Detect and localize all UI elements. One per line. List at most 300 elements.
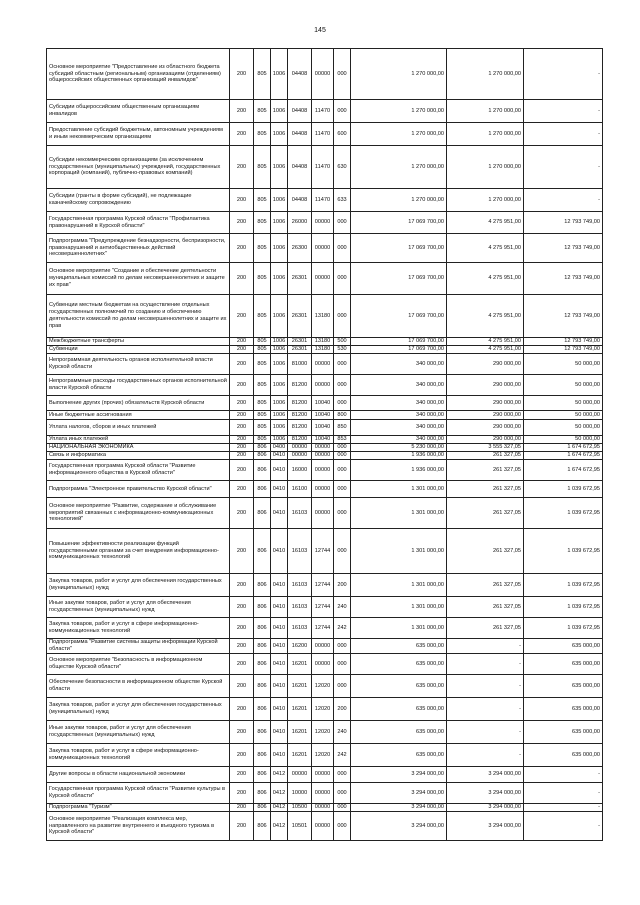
grbs-code: 200 [230, 100, 254, 123]
amount-remaining: - [524, 767, 603, 783]
grbs-code: 200 [230, 804, 254, 812]
item-name: Обеспечение безопасности в информационном обществе Курской области [47, 675, 230, 698]
direction-code: 00000 [312, 49, 334, 100]
amount-executed: 290 000,00 [447, 436, 524, 444]
grbs-code: 200 [230, 444, 254, 452]
ved-code: 806 [254, 529, 271, 574]
amount-total: 635 000,00 [351, 675, 447, 698]
ved-code: 805 [254, 354, 271, 375]
amount-remaining: 50 000,00 [524, 436, 603, 444]
ved-code: 806 [254, 804, 271, 812]
ved-code: 805 [254, 295, 271, 338]
ved-code: 806 [254, 574, 271, 597]
page-number: 145 [314, 27, 326, 34]
direction-code: 00000 [312, 783, 334, 804]
ved-code: 805 [254, 49, 271, 100]
expense-type-code: 000 [334, 481, 351, 498]
direction-code: 00000 [312, 444, 334, 452]
table-row [47, 396, 603, 411]
amount-total: 17 069 700,00 [351, 346, 447, 354]
amount-total: 3 294 000,00 [351, 804, 447, 812]
amount-executed: 290 000,00 [447, 396, 524, 411]
program-code: 16201 [288, 675, 312, 698]
program-code: 10000 [288, 783, 312, 804]
amount-remaining: 1 674 672,95 [524, 452, 603, 460]
expense-type-code: 000 [334, 812, 351, 841]
item-name: Субвенции местным бюджетам на осуществление отдельных государственных полномочий по созданию и обеспечению деятельности комиссий по делам несовершеннолетних и защите их прав [47, 295, 230, 338]
amount-total: 5 230 000,00 [351, 444, 447, 452]
amount-total: 1 270 000,00 [351, 189, 447, 212]
ved-code: 806 [254, 452, 271, 460]
section-code: 1006 [271, 100, 288, 123]
amount-total: 1 301 000,00 [351, 481, 447, 498]
grbs-code: 200 [230, 295, 254, 338]
program-code: 16103 [288, 574, 312, 597]
item-name: Подпрограмма "Туризм" [47, 804, 230, 812]
amount-total: 340 000,00 [351, 411, 447, 420]
direction-code: 13180 [312, 346, 334, 354]
amount-remaining: 50 000,00 [524, 420, 603, 436]
program-code: 16103 [288, 529, 312, 574]
ved-code: 806 [254, 654, 271, 675]
amount-remaining: 50 000,00 [524, 396, 603, 411]
section-code: 0412 [271, 804, 288, 812]
expense-type-code: 000 [334, 639, 351, 654]
expense-type-code: 853 [334, 436, 351, 444]
grbs-code: 200 [230, 812, 254, 841]
item-name: Подпрограмма "Предупреждение безнадзорности, беспризорности, правонарушений и антиобщественных действий несовершеннолетних" [47, 234, 230, 263]
direction-code: 10040 [312, 420, 334, 436]
program-code: 16103 [288, 597, 312, 618]
table-row [47, 812, 603, 841]
grbs-code: 200 [230, 338, 254, 346]
amount-executed: 261 327,05 [447, 618, 524, 639]
grbs-code: 200 [230, 436, 254, 444]
amount-total: 3 294 000,00 [351, 812, 447, 841]
item-name: Межбюджетные трансферты [47, 338, 230, 346]
amount-remaining: 635 000,00 [524, 675, 603, 698]
grbs-code: 200 [230, 654, 254, 675]
amount-executed: 261 327,05 [447, 597, 524, 618]
item-name: Субсидии общероссийским общественным организациям инвалидов [47, 100, 230, 123]
program-code: 16103 [288, 618, 312, 639]
expense-type-code: 242 [334, 744, 351, 767]
section-code: 0410 [271, 618, 288, 639]
expense-type-code: 200 [334, 574, 351, 597]
item-name: Государственная программа Курской области "Развитие культуры в Курской области" [47, 783, 230, 804]
ved-code: 805 [254, 123, 271, 146]
amount-executed: 1 270 000,00 [447, 146, 524, 189]
direction-code: 12020 [312, 675, 334, 698]
amount-executed: - [447, 639, 524, 654]
table-row [47, 767, 603, 783]
expense-type-code: 000 [334, 675, 351, 698]
section-code: 0410 [271, 721, 288, 744]
ved-code: 805 [254, 100, 271, 123]
grbs-code: 200 [230, 375, 254, 396]
grbs-code: 200 [230, 574, 254, 597]
direction-code: 13180 [312, 338, 334, 346]
table-row [47, 354, 603, 375]
section-code: 1006 [271, 411, 288, 420]
expense-type-code: 000 [334, 767, 351, 783]
amount-remaining: - [524, 146, 603, 189]
amount-executed: 3 294 000,00 [447, 812, 524, 841]
program-code: 00000 [288, 452, 312, 460]
amount-remaining: 12 793 749,00 [524, 212, 603, 234]
section-code: 1006 [271, 396, 288, 411]
expense-type-code: 000 [334, 529, 351, 574]
grbs-code: 200 [230, 234, 254, 263]
program-code: 26301 [288, 346, 312, 354]
direction-code: 12744 [312, 618, 334, 639]
amount-total: 17 069 700,00 [351, 295, 447, 338]
direction-code: 00000 [312, 812, 334, 841]
amount-remaining: - [524, 123, 603, 146]
amount-executed: - [447, 698, 524, 721]
direction-code: 00000 [312, 804, 334, 812]
direction-code: 10040 [312, 411, 334, 420]
direction-code: 12744 [312, 597, 334, 618]
item-name: Непрограммная деятельность органов исполнительной власти Курской области [47, 354, 230, 375]
grbs-code: 200 [230, 597, 254, 618]
amount-total: 1 301 000,00 [351, 597, 447, 618]
direction-code: 00000 [312, 767, 334, 783]
expense-type-code: 000 [334, 263, 351, 295]
grbs-code: 200 [230, 767, 254, 783]
amount-executed: 290 000,00 [447, 411, 524, 420]
amount-executed: 261 327,05 [447, 460, 524, 481]
ved-code: 806 [254, 460, 271, 481]
expense-type-code: 800 [334, 411, 351, 420]
amount-remaining: 50 000,00 [524, 375, 603, 396]
table-row [47, 444, 603, 452]
amount-executed: 261 327,05 [447, 498, 524, 529]
item-name: Основное мероприятие "Реализация комплекса мер, направленного на развитие внутреннего и въездного туризма в Курской области" [47, 812, 230, 841]
amount-remaining: - [524, 804, 603, 812]
grbs-code: 200 [230, 618, 254, 639]
amount-remaining: 50 000,00 [524, 411, 603, 420]
item-name: Повышение эффективности реализации функций государственными органами за счет внедрения информационно-коммуникационных технологий [47, 529, 230, 574]
amount-executed: 3 294 000,00 [447, 783, 524, 804]
section-code: 1006 [271, 234, 288, 263]
amount-executed: 261 327,05 [447, 481, 524, 498]
section-code: 1006 [271, 420, 288, 436]
grbs-code: 200 [230, 498, 254, 529]
amount-remaining: - [524, 812, 603, 841]
section-code: 1006 [271, 212, 288, 234]
table-row [47, 597, 603, 618]
direction-code: 13180 [312, 295, 334, 338]
amount-remaining: 635 000,00 [524, 639, 603, 654]
amount-executed: 1 270 000,00 [447, 189, 524, 212]
amount-total: 635 000,00 [351, 698, 447, 721]
ved-code: 806 [254, 481, 271, 498]
table-row [47, 436, 603, 444]
amount-executed: 4 275 951,00 [447, 234, 524, 263]
direction-code: 00000 [312, 481, 334, 498]
program-code: 81200 [288, 436, 312, 444]
amount-remaining: 50 000,00 [524, 354, 603, 375]
ved-code: 806 [254, 698, 271, 721]
program-code: 16100 [288, 481, 312, 498]
amount-remaining: 12 793 749,00 [524, 338, 603, 346]
amount-executed: - [447, 675, 524, 698]
table-row [47, 420, 603, 436]
program-code: 00000 [288, 444, 312, 452]
amount-executed: 261 327,05 [447, 574, 524, 597]
expense-type-code: 240 [334, 597, 351, 618]
section-code: 0410 [271, 698, 288, 721]
direction-code: 12744 [312, 574, 334, 597]
section-code: 1006 [271, 123, 288, 146]
table-row [47, 295, 603, 338]
amount-total: 17 069 700,00 [351, 234, 447, 263]
section-code: 0410 [271, 574, 288, 597]
grbs-code: 200 [230, 529, 254, 574]
amount-remaining: 1 674 672,95 [524, 460, 603, 481]
amount-total: 340 000,00 [351, 436, 447, 444]
program-code: 04408 [288, 100, 312, 123]
amount-total: 340 000,00 [351, 354, 447, 375]
ved-code: 806 [254, 444, 271, 452]
section-code: 1006 [271, 263, 288, 295]
expense-type-code: 240 [334, 721, 351, 744]
grbs-code: 200 [230, 721, 254, 744]
section-code: 0410 [271, 498, 288, 529]
program-code: 81200 [288, 420, 312, 436]
table-row [47, 529, 603, 574]
table-row [47, 698, 603, 721]
amount-executed: 4 275 951,00 [447, 212, 524, 234]
program-code: 00000 [288, 767, 312, 783]
amount-total: 1 301 000,00 [351, 574, 447, 597]
grbs-code: 200 [230, 411, 254, 420]
amount-executed: 3 555 327,05 [447, 444, 524, 452]
amount-total: 340 000,00 [351, 375, 447, 396]
expense-type-code: 000 [334, 444, 351, 452]
amount-total: 1 301 000,00 [351, 529, 447, 574]
amount-remaining: 1 039 672,95 [524, 597, 603, 618]
amount-executed: - [447, 654, 524, 675]
grbs-code: 200 [230, 783, 254, 804]
item-name: Другие вопросы в области национальной экономики [47, 767, 230, 783]
program-code: 16201 [288, 654, 312, 675]
amount-remaining: 12 793 749,00 [524, 295, 603, 338]
section-code: 0410 [271, 675, 288, 698]
table-row [47, 49, 603, 100]
expense-type-code: 000 [334, 804, 351, 812]
ved-code: 805 [254, 436, 271, 444]
grbs-code: 200 [230, 698, 254, 721]
amount-total: 1 270 000,00 [351, 123, 447, 146]
grbs-code: 200 [230, 123, 254, 146]
amount-total: 17 069 700,00 [351, 338, 447, 346]
amount-total: 3 294 000,00 [351, 767, 447, 783]
amount-total: 3 294 000,00 [351, 783, 447, 804]
table-row [47, 338, 603, 346]
amount-executed: 1 270 000,00 [447, 123, 524, 146]
ved-code: 805 [254, 189, 271, 212]
ved-code: 806 [254, 744, 271, 767]
section-code: 0410 [271, 481, 288, 498]
item-name: Закупка товаров, работ и услуг для обеспечения государственных (муниципальных) нужд [47, 698, 230, 721]
amount-remaining: 1 039 672,95 [524, 529, 603, 574]
amount-total: 1 270 000,00 [351, 49, 447, 100]
table-row [47, 346, 603, 354]
program-code: 10501 [288, 812, 312, 841]
ved-code: 805 [254, 411, 271, 420]
amount-remaining: - [524, 100, 603, 123]
ved-code: 805 [254, 234, 271, 263]
amount-executed: 3 294 000,00 [447, 767, 524, 783]
expense-type-code: 000 [334, 212, 351, 234]
item-name: Основное мероприятие "Создание и обеспечение деятельности муниципальных комиссий по делам несовершеннолетних и защите их прав" [47, 263, 230, 295]
expense-type-code: 000 [334, 354, 351, 375]
grbs-code: 200 [230, 49, 254, 100]
amount-total: 635 000,00 [351, 654, 447, 675]
amount-remaining: - [524, 49, 603, 100]
table-row [47, 189, 603, 212]
amount-remaining: 1 039 672,95 [524, 618, 603, 639]
amount-executed: 4 275 951,00 [447, 338, 524, 346]
program-code: 81200 [288, 411, 312, 420]
amount-remaining: 1 674 672,95 [524, 444, 603, 452]
section-code: 1006 [271, 146, 288, 189]
ved-code: 806 [254, 618, 271, 639]
amount-executed: 261 327,05 [447, 529, 524, 574]
direction-code: 00000 [312, 639, 334, 654]
expense-type-code: 200 [334, 698, 351, 721]
table-row [47, 675, 603, 698]
expense-type-code: 850 [334, 420, 351, 436]
direction-code: 12020 [312, 721, 334, 744]
program-code: 10500 [288, 804, 312, 812]
section-code: 0410 [271, 639, 288, 654]
direction-code: 00000 [312, 375, 334, 396]
expense-type-code: 000 [334, 452, 351, 460]
item-name: Основное мероприятие "Развитие, содержание и обслуживание мероприятий связанных с информационно-коммуникационных технологией" [47, 498, 230, 529]
program-code: 04408 [288, 189, 312, 212]
direction-code: 10040 [312, 436, 334, 444]
program-code: 26300 [288, 234, 312, 263]
expense-type-code: 000 [334, 49, 351, 100]
amount-remaining: - [524, 783, 603, 804]
ved-code: 805 [254, 346, 271, 354]
ved-code: 805 [254, 212, 271, 234]
amount-executed: 290 000,00 [447, 420, 524, 436]
item-name: Субсидии некоммерческим организациям (за исключением государственных (муниципальных) учреждений, государственных корпораций (компаний), публично-правовых компаний) [47, 146, 230, 189]
amount-executed: 290 000,00 [447, 375, 524, 396]
table-row [47, 411, 603, 420]
ved-code: 806 [254, 812, 271, 841]
table-row [47, 639, 603, 654]
table-row [47, 481, 603, 498]
ved-code: 805 [254, 338, 271, 346]
expense-type-code: 633 [334, 189, 351, 212]
amount-total: 1 301 000,00 [351, 618, 447, 639]
expense-type-code: 000 [334, 498, 351, 529]
amount-executed: - [447, 744, 524, 767]
direction-code: 10040 [312, 396, 334, 411]
section-code: 0412 [271, 783, 288, 804]
table-row [47, 100, 603, 123]
amount-executed: - [447, 721, 524, 744]
table-row [47, 783, 603, 804]
ved-code: 806 [254, 767, 271, 783]
direction-code: 00000 [312, 654, 334, 675]
direction-code: 12020 [312, 698, 334, 721]
amount-total: 340 000,00 [351, 420, 447, 436]
program-code: 81200 [288, 396, 312, 411]
program-code: 04408 [288, 123, 312, 146]
item-name: Основное мероприятие "Безопасность в информационном обществе Курской области" [47, 654, 230, 675]
item-name: Иные бюджетные ассигнования [47, 411, 230, 420]
section-code: 0410 [271, 744, 288, 767]
ved-code: 806 [254, 783, 271, 804]
grbs-code: 200 [230, 481, 254, 498]
item-name: Государственная программа Курской области "Развитие информационного общества в Курской области" [47, 460, 230, 481]
direction-code: 11470 [312, 100, 334, 123]
item-name: Субсидии (гранты в форме субсидий), не подлежащие казначейскому сопровождению [47, 189, 230, 212]
ved-code: 805 [254, 396, 271, 411]
amount-remaining: - [524, 189, 603, 212]
amount-total: 635 000,00 [351, 639, 447, 654]
table-row [47, 263, 603, 295]
item-name: Основное мероприятие "Предоставление из областного бюджета субсидий областным (региональным) организациям (отделениям) общероссийских общественных организаций инвалидов" [47, 49, 230, 100]
table-row [47, 618, 603, 639]
direction-code: 11470 [312, 123, 334, 146]
ved-code: 806 [254, 675, 271, 698]
item-name: Выполнение других (прочих) обязательств Курской области [47, 396, 230, 411]
expense-type-code: 000 [334, 295, 351, 338]
direction-code: 11470 [312, 146, 334, 189]
program-code: 16200 [288, 639, 312, 654]
section-code: 1006 [271, 354, 288, 375]
direction-code: 00000 [312, 452, 334, 460]
program-code: 26301 [288, 295, 312, 338]
section-code: 0400 [271, 444, 288, 452]
amount-total: 635 000,00 [351, 721, 447, 744]
table-row [47, 498, 603, 529]
expense-type-code: 242 [334, 618, 351, 639]
amount-total: 1 936 000,00 [351, 452, 447, 460]
table-row [47, 212, 603, 234]
item-name: Государственная программа Курской области "Профилактика правонарушений в Курской области" [47, 212, 230, 234]
section-code: 0410 [271, 654, 288, 675]
program-code: 16201 [288, 698, 312, 721]
amount-remaining: 1 039 672,95 [524, 481, 603, 498]
ved-code: 805 [254, 263, 271, 295]
expense-type-code: 000 [334, 100, 351, 123]
amount-remaining: 635 000,00 [524, 744, 603, 767]
item-name: Закупка товаров, работ и услуг в сфере информационно-коммуникационных технологий [47, 744, 230, 767]
direction-code: 00000 [312, 234, 334, 263]
expense-type-code: 000 [334, 396, 351, 411]
amount-total: 1 301 000,00 [351, 498, 447, 529]
direction-code: 00000 [312, 460, 334, 481]
amount-executed: 4 275 951,00 [447, 346, 524, 354]
amount-remaining: 12 793 749,00 [524, 234, 603, 263]
amount-executed: 1 270 000,00 [447, 100, 524, 123]
table-row [47, 452, 603, 460]
table-row [47, 744, 603, 767]
grbs-code: 200 [230, 744, 254, 767]
direction-code: 12020 [312, 744, 334, 767]
amount-total: 17 069 700,00 [351, 263, 447, 295]
amount-remaining: 1 039 672,95 [524, 574, 603, 597]
amount-executed: 1 270 000,00 [447, 49, 524, 100]
